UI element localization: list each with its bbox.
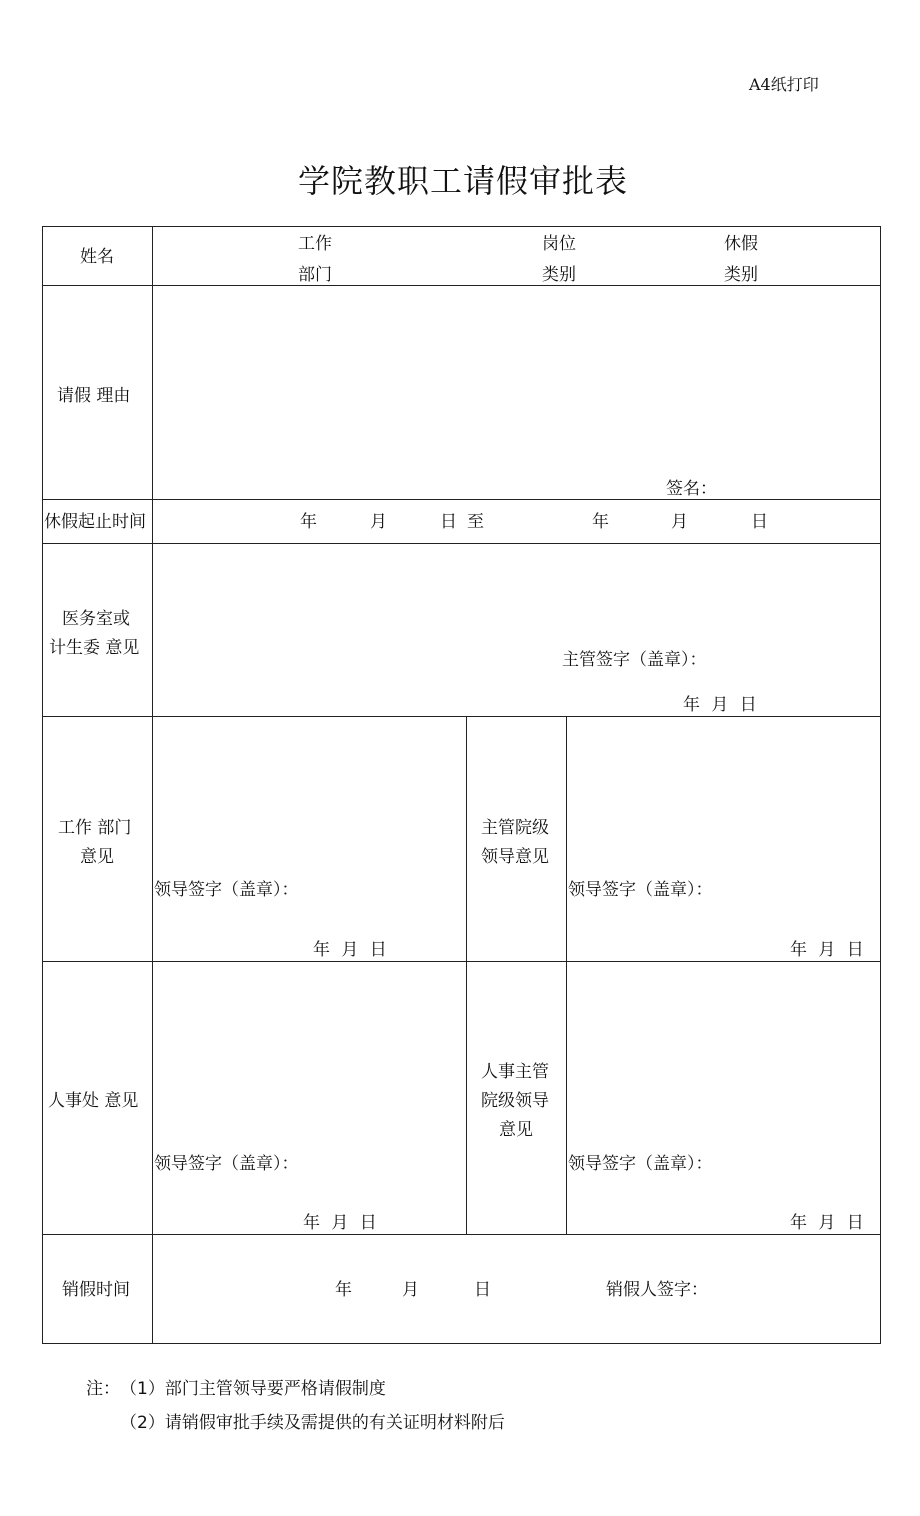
leader-signature-label: 领导签字（盖章）： xyxy=(154,880,299,900)
dept-opinion-label: 工作 部门 xyxy=(58,818,132,838)
canceller-signature-label: 销假人签字： xyxy=(606,1280,708,1300)
dept-label: 工作 xyxy=(298,234,332,254)
cancel-year: 年 xyxy=(335,1280,352,1300)
supervisor-signature-label: 主管签字（盖章）： xyxy=(562,650,707,670)
opinion-divider xyxy=(466,716,467,1235)
hr-leader-opinion-label: 院级领导 xyxy=(481,1091,549,1111)
page-title: 学院教职工请假审批表 xyxy=(298,162,629,200)
period-to: 至 xyxy=(467,512,484,532)
start-month: 月 xyxy=(370,512,387,532)
applicant-signature-label: 签名： xyxy=(666,479,717,499)
cancel-day: 日 xyxy=(474,1280,491,1300)
name-label: 姓名 xyxy=(80,247,114,267)
start-year: 年 xyxy=(300,512,317,532)
hr-leader-date: 年 月 日 xyxy=(790,1213,867,1233)
end-year: 年 xyxy=(592,512,609,532)
note-item: （2）请销假审批手续及需提供的有关证明材料附后 xyxy=(120,1413,505,1433)
note-item: （1）部门主管领导要严格请假制度 xyxy=(120,1379,386,1399)
reason-label: 请假 理由 xyxy=(57,386,131,406)
row-divider xyxy=(42,499,881,500)
table-border-bottom xyxy=(42,1343,881,1344)
leader-signature-label: 领导签字（盖章）： xyxy=(154,1154,299,1174)
medical-opinion-label: 医务室或 xyxy=(62,609,130,629)
print-hint: A4纸打印 xyxy=(749,75,819,94)
row-divider xyxy=(42,285,881,286)
leader-signature-label: 领导签字（盖章）： xyxy=(568,880,713,900)
leave-type-label: 休假 xyxy=(724,234,758,254)
hr-opinion-date: 年 月 日 xyxy=(303,1213,380,1233)
leave-period-label: 休假起止时间 xyxy=(44,512,146,532)
table-border-top xyxy=(42,226,881,227)
cancel-month: 月 xyxy=(402,1280,419,1300)
dept-opinion-label: 意见 xyxy=(80,847,114,867)
cancel-time-label: 销假时间 xyxy=(62,1280,130,1300)
college-leader-date: 年 月 日 xyxy=(790,940,867,960)
opinion-divider xyxy=(566,716,567,1235)
row-divider xyxy=(42,543,881,544)
end-day: 日 xyxy=(751,512,768,532)
notes-prefix: 注： xyxy=(86,1379,120,1399)
leave-type-label: 类别 xyxy=(724,265,758,285)
leader-signature-label: 领导签字（盖章）： xyxy=(568,1154,713,1174)
row-divider xyxy=(42,1234,881,1235)
hr-opinion-label: 人事处 意见 xyxy=(48,1091,139,1111)
table-border-right xyxy=(880,226,881,1344)
row-divider xyxy=(42,961,881,962)
hr-leader-opinion-label: 人事主管 xyxy=(481,1062,549,1082)
start-day: 日 xyxy=(440,512,457,532)
college-leader-opinion-label: 领导意见 xyxy=(481,847,549,867)
hr-leader-opinion-label: 意见 xyxy=(499,1120,533,1140)
dept-opinion-date: 年 月 日 xyxy=(313,940,390,960)
label-column-divider xyxy=(152,226,153,1344)
row-divider xyxy=(42,716,881,717)
post-label: 类别 xyxy=(542,265,576,285)
dept-label: 部门 xyxy=(298,265,332,285)
college-leader-opinion-label: 主管院级 xyxy=(481,818,549,838)
medical-date: 年 月 日 xyxy=(683,695,760,715)
end-month: 月 xyxy=(671,512,688,532)
medical-opinion-label: 计生委 意见 xyxy=(49,638,140,658)
post-label: 岗位 xyxy=(542,234,576,254)
table-border-left xyxy=(42,226,43,1344)
